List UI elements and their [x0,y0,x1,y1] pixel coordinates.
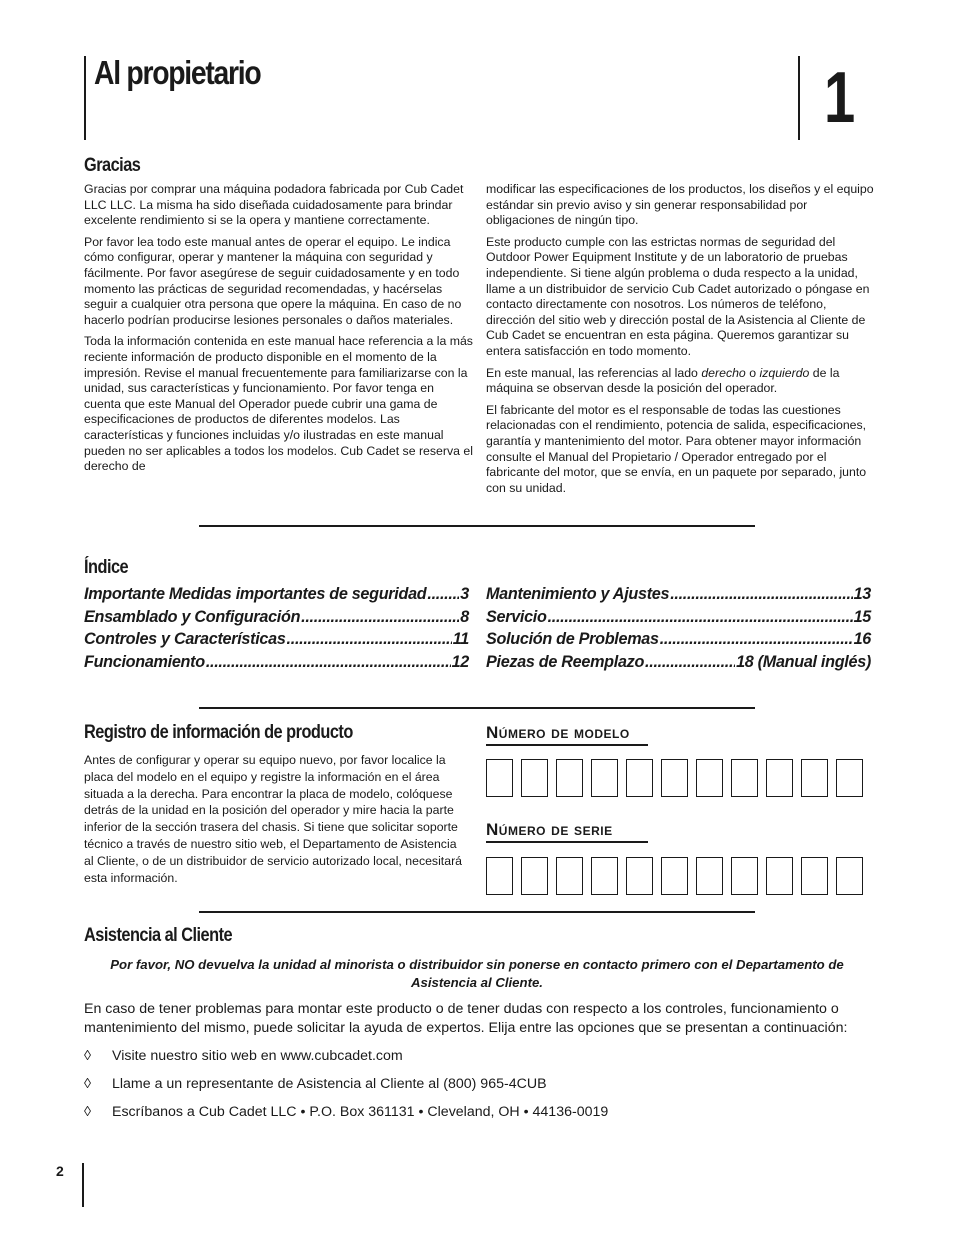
bullet-item: ◊ Escríbanos a Cub Cadet LLC • P.O. Box 361131 • Cleveland, OH • 44136-0019 [84,1104,609,1120]
serial-number-digit-box[interactable] [836,857,863,895]
toc-entry[interactable]: Controles y Características ..... 11 [84,628,469,651]
section-divider [199,525,755,527]
section-divider [199,911,755,913]
gracias-right-column [486,182,876,502]
toc-entry[interactable]: Solución de Problemas ..... 16 [486,628,871,651]
bullet-item: ◊ Llame a un representante de Asistencia al Cliente al (800) 965-4CUB [84,1076,547,1092]
diamond-bullet-icon: ◊ [84,1076,92,1092]
serial-number-underline [486,841,648,843]
toc-left-column [84,583,469,673]
serial-number-digit-box[interactable] [556,857,583,895]
diamond-bullet-icon: ◊ [84,1048,92,1064]
serial-number-boxes[interactable] [486,857,863,895]
serial-number-digit-box[interactable] [521,857,548,895]
asistencia-note: Por favor, NO devuelva la unidad al minorista o distribuidor sin ponerse en contacto primero con el Departamento de Asistencia al Cliente. [110,957,844,990]
serial-number-digit-box[interactable] [696,857,723,895]
model-number-digit-box[interactable] [836,759,863,797]
serial-number-digit-box[interactable] [766,857,793,895]
serial-number-digit-box[interactable] [661,857,688,895]
asistencia-heading: Asistencia al Cliente [84,925,233,946]
registro-text: Antes de configurar y operar su equipo nuevo, por favor localice la placa del modelo en el equipo y registre la información en el área situada a la derecha. Para encontrar la placa de modelo, colóquese detrás de la unidad en la posición del operador y mire hacia la parte inferior de la sección trasera del chasis. Si tiene que solicitar soporte técnico a través de nuestro sitio web, el Departamento de Asistencia al Cliente, o de un distribuidor de servicio autorizado local, necesitará esta información. [84,753,462,885]
chapter-number: 1 [824,58,856,138]
registro-heading: Registro de información de producto [84,722,353,743]
gracias-paragraph: modificar las especificaciones de los productos, los diseños y el equipo estándar sin previo aviso y sin generar responsabilidad por obligaciones de ningún tipo. [486,182,874,228]
model-number-digit-box[interactable] [486,759,513,797]
toc-entry[interactable]: Funcionamiento ..... 12 [84,651,469,674]
gracias-paragraph: El fabricante del motor es el responsable de todas las cuestiones relacionadas con el rendimiento, potencia de salida, especificaciones, garantía y mantenimiento del motor. Para obtener mayor información consulte el Manual del Propietario / Operador entregado por el fabricante del motor, que se envía, en un paquete por separado, junto con su unidad. [486,402,867,495]
asistencia-body: En caso de tener problemas para montar este producto o de tener dudas con respecto a los controles, funcionamiento o mantenimiento del mismo, puede solicitar la ayuda de expertos. Elija entre las opciones que se presentan a continuación: [84,1001,848,1037]
model-number-underline [486,744,648,746]
gracias-paragraph-sides: En este manual, las referencias al lado derecho o izquierdo de la máquina se observan desde la posición del operador. [486,365,840,396]
section-divider [199,707,755,709]
bullet-item: ◊ Visite nuestro sitio web en www.cubcadet.com [84,1048,403,1064]
model-number-digit-box[interactable] [521,759,548,797]
gracias-paragraph: Este producto cumple con las estrictas normas de seguridad del Outdoor Power Equipment Institute y de un laboratorio de pruebas independiente. Si tiene algún problema o duda respecto a la unidad, llame a un distribuidor de servicio Cub Cadet autorizado o póngase en contacto directamente con nosotros. Los números de teléfono, dirección del sitio web y dirección postal de la Asistencia al Cliente de Cub Cadet se encuentran en esta página. Queremos garantizar su entera satisfacción en todo momento. [486,234,870,358]
model-number-digit-box[interactable] [731,759,758,797]
model-number-digit-box[interactable] [696,759,723,797]
gracias-paragraph: Toda la información contenida en este manual hace referencia a la más reciente información de producto disponible en el momento de la impresión. Revise el manual frecuentemente para familiarizarse con la unidad, sus características y funcionamiento. Por favor tenga en cuenta que este Manual del Operador puede cubrir una gama de especificaciones de productos de diferentes modelos. Las características y funciones incluidas y/o ilustradas en este manual pueden no ser aplicables a todos los modelos. Cub Cadet se reserva el derecho de [84,334,473,474]
gracias-paragraph: Gracias por comprar una máquina podadora fabricada por Cub Cadet LLC LLC. La misma ha sido diseñada cuidadosamente para brindar excelente rendimiento si se la opera y mantiene correctamente. [84,182,464,228]
toc-right-column [486,583,871,673]
model-number-label: Número de modelo [486,723,630,742]
serial-number-digit-box[interactable] [731,857,758,895]
serial-number-digit-box[interactable] [591,857,618,895]
diamond-bullet-icon: ◊ [84,1104,92,1120]
serial-number-digit-box[interactable] [626,857,653,895]
toc-entry[interactable]: Ensamblado y Configuración ..... 8 [84,606,469,629]
model-number-digit-box[interactable] [801,759,828,797]
toc-entry[interactable]: Mantenimiento y Ajustes ..... 13 [486,583,871,606]
indice-heading: Índice [84,557,129,578]
footer-bar [82,1163,84,1207]
model-number-digit-box[interactable] [661,759,688,797]
chapter-number-bar [798,56,800,140]
model-number-boxes[interactable] [486,759,863,797]
model-number-digit-box[interactable] [626,759,653,797]
gracias-left-column [84,182,474,481]
toc-entry[interactable]: Servicio ..... 15 [486,606,871,629]
serial-number-digit-box[interactable] [801,857,828,895]
toc-entry[interactable]: Piezas de Reemplazo ..... 18 (Manual inglés) [486,651,871,674]
serial-number-label: Número de serie [486,820,613,839]
serial-number-digit-box[interactable] [486,857,513,895]
toc-entry[interactable]: Importante Medidas importantes de seguridad ..... 3 [84,583,469,606]
model-number-digit-box[interactable] [766,759,793,797]
gracias-heading: Gracias [84,155,141,176]
model-number-digit-box[interactable] [591,759,618,797]
gracias-paragraph: Por favor lea todo este manual antes de operar el equipo. Le indica cómo configurar, operar y mantener la máquina con seguridad y fácilmente. Por favor asegúrese de seguir cuidadosamente y en todo momento las prácticas de seguridad recomendadas, y hacérselas seguir a cualquier otra persona que opere la máquina. En caso de no hacerlo podrían producirse lesiones personales o daños materiales. [84,234,462,327]
chapter-left-bar [84,56,86,140]
model-number-digit-box[interactable] [556,759,583,797]
chapter-title: Al propietario [94,54,261,91]
page-number: 2 [56,1163,64,1179]
